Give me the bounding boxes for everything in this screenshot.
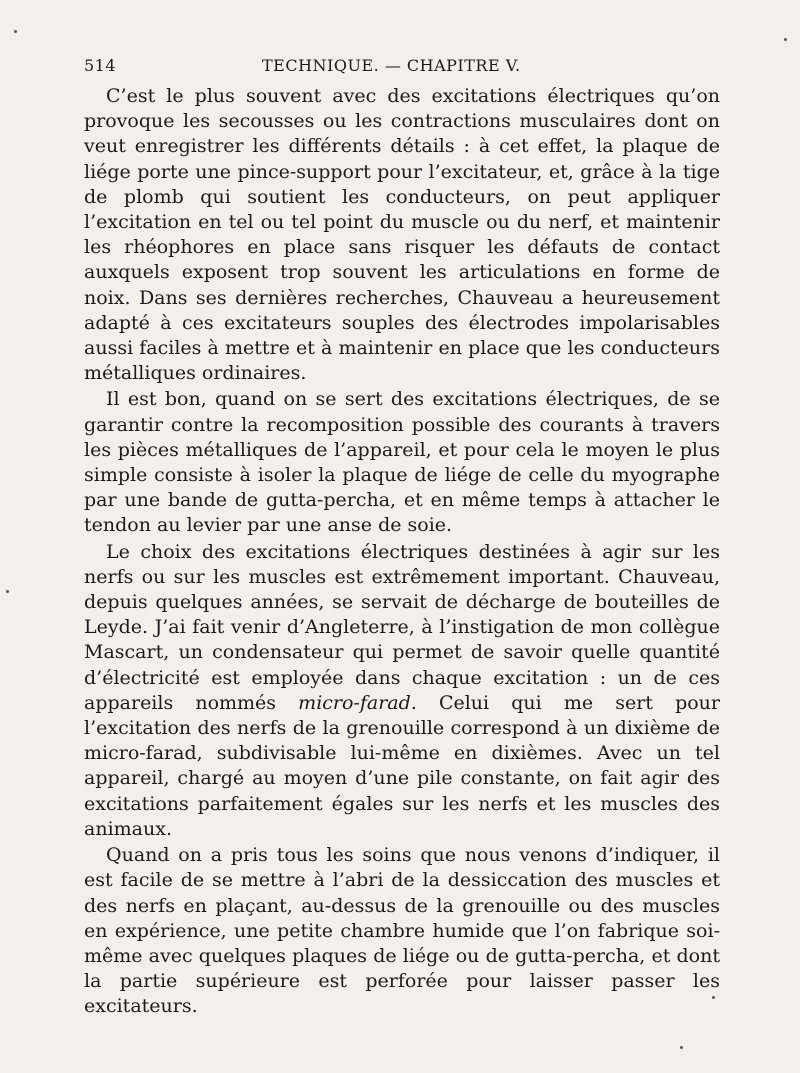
scan-speck bbox=[6, 590, 9, 593]
paragraph-3 bbox=[84, 540, 720, 842]
page-number: 514 bbox=[84, 56, 117, 75]
scan-speck bbox=[712, 996, 715, 999]
paragraph-4: Quand on a pris tous les soins que nous venons d’indiquer, il est facile de se mettre à l’abri de la dessiccation des muscles et des nerfs en plaçant, au-dessus de la grenouille ou des muscles en expérience, une petite chambre humide que l’on fabrique soi-même avec quelques plaques de liége ou de gutta-percha, et dont la partie supérieure est perforée pour laisser passer les excitateurs. bbox=[84, 844, 720, 1018]
page-header bbox=[84, 56, 714, 78]
running-title: TECHNIQUE. — CHAPITRE V. bbox=[262, 56, 521, 75]
paragraph-3-text-b: Celui qui me sert pour l’excitation des nerfs de la grenouille correspond à un dixième de micro-farad, subdivisable lui-même en dixièmes. Avec un tel appareil, chargé au moyen d’une pile constante, on fait agir des excitations parfaitement égales sur les nerfs et les muscles des animaux. bbox=[84, 691, 720, 840]
scan-speck bbox=[784, 38, 787, 41]
scan-speck bbox=[14, 30, 17, 33]
paragraph-3-text-a: Le choix des excitations électriques destinées à agir sur les nerfs ou sur les muscles est extrêmement important. Chauveau, depuis quelques années, se servait de décharge de bouteilles de Leyde. J’ai fait venir d’Angleterre, à l’instigation de mon collègue Mascart, un condensateur qui permet de savoir quelle quantité d’électricité est employée dans chaque excitation : un de ces appareils nommés bbox=[84, 540, 720, 714]
scan-speck bbox=[680, 1046, 683, 1049]
paragraph-1: C’est le plus souvent avec des excitations électriques qu’on provoque les secousses ou les contractions musculaires dont on veut enregistrer les différents détails : à cet effet, la plaque de liége porte une pince-support pour l’excitateur, et, grâce à la tige de plomb qui soutient les conducteurs, on peut appliquer l’excitation en tel ou tel point du muscle ou du nerf, et maintenir les rhéophores en place sans risquer les défauts de contact auxquels exposent trop souvent les articulations en forme de noix. Dans ses dernières recherches, Chauveau a heureusement adapté à ces excitateurs souples des électrodes impolarisables aussi faciles à mettre et à maintenir en place que les conducteurs métalliques ordinaires. bbox=[84, 85, 720, 385]
paragraph-3-italic-term: micro-farad. bbox=[298, 691, 417, 714]
paragraph-2: Il est bon, quand on se sert des excitations électriques, de se garantir contre la recomposition possible des courants à travers les pièces métalliques de l’appareil, et pour cela le moyen le plus simple consiste à isoler la plaque de liége de celle du myographe par une bande de gutta-percha, et en même temps à attacher le tendon au levier par une anse de soie. bbox=[84, 388, 720, 537]
page-body bbox=[84, 84, 720, 1020]
